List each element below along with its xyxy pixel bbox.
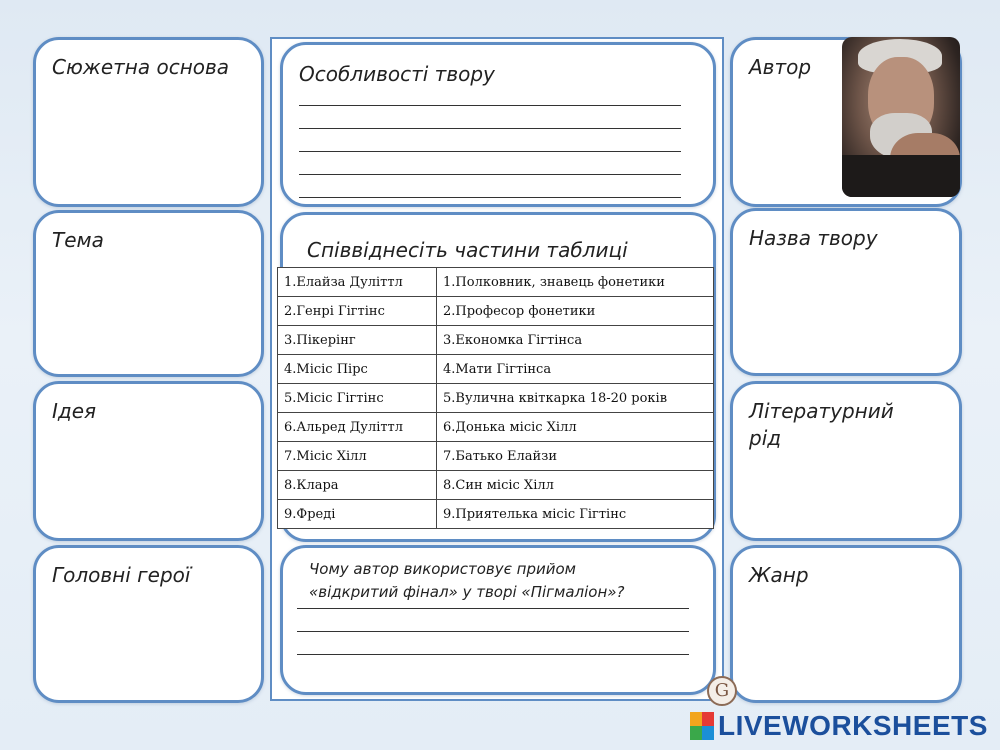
- features-box[interactable]: [280, 42, 716, 207]
- table-row: [278, 268, 714, 297]
- table-row: [278, 355, 714, 384]
- question-box[interactable]: [280, 545, 716, 695]
- main-characters-label: Головні герої: [52, 563, 191, 587]
- work-title-label: Назва твору: [749, 226, 878, 250]
- character-description-cell[interactable]: 3.Економка Гігтінса: [437, 326, 714, 355]
- author-portrait: [842, 37, 960, 197]
- character-description-cell[interactable]: 8.Син місіс Хілл: [437, 471, 714, 500]
- author-label: Автор: [749, 55, 812, 79]
- table-row: [278, 297, 714, 326]
- character-description-cell[interactable]: 6.Донька місіс Хілл: [437, 413, 714, 442]
- table-row: [278, 442, 714, 471]
- character-name-cell[interactable]: 1.Елайза Дуліттл: [278, 268, 437, 297]
- features-answer-lines[interactable]: [299, 105, 681, 220]
- theme-label: Тема: [52, 228, 104, 252]
- liveworksheets-logo: [690, 708, 988, 744]
- character-name-cell[interactable]: 7.Місіс Хілл: [278, 442, 437, 471]
- table-row: [278, 471, 714, 500]
- literary-genus-box[interactable]: [730, 381, 962, 541]
- question-line-2: «відкритий фінал» у творі «Пігмаліон»?: [309, 582, 625, 601]
- character-description-cell[interactable]: 9.Приятелька місіс Гігтінс: [437, 500, 714, 529]
- table-row: [278, 500, 714, 529]
- genre-label: Жанр: [749, 563, 809, 587]
- character-description-cell[interactable]: 1.Полковник, знавець фонетики: [437, 268, 714, 297]
- character-name-cell[interactable]: 4.Місіс Пірс: [278, 355, 437, 384]
- character-description-cell[interactable]: 7.Батько Елайзи: [437, 442, 714, 471]
- liveworksheets-brand: LIVEWORKSHEETS: [718, 710, 988, 741]
- character-name-cell[interactable]: 5.Місіс Гігтінс: [278, 384, 437, 413]
- theme-box[interactable]: [33, 210, 264, 377]
- literary-genus-label: Літературний рід: [749, 399, 894, 450]
- main-characters-box[interactable]: [33, 545, 264, 703]
- character-description-cell[interactable]: 5.Вулична квіткарка 18-20 років: [437, 384, 714, 413]
- idea-box[interactable]: [33, 381, 264, 541]
- question-text: [309, 558, 624, 603]
- idea-label: Ідея: [52, 399, 97, 423]
- character-description-cell[interactable]: 2.Професор фонетики: [437, 297, 714, 326]
- character-description-cell[interactable]: 4.Мати Гігтінса: [437, 355, 714, 384]
- work-title-box[interactable]: [730, 208, 962, 376]
- character-name-cell[interactable]: 9.Фреді: [278, 500, 437, 529]
- character-name-cell[interactable]: 3.Пікерінг: [278, 326, 437, 355]
- matching-table: [277, 267, 714, 529]
- plot-basis-label: Сюжетна основа: [52, 55, 230, 79]
- table-row: [278, 413, 714, 442]
- question-line-1: Чому автор використовує прийом: [309, 560, 576, 578]
- question-answer-lines[interactable]: [297, 608, 689, 677]
- plot-basis-box[interactable]: [33, 37, 264, 207]
- table-row: [278, 326, 714, 355]
- portrait-coat: [842, 155, 960, 197]
- table-row: [278, 384, 714, 413]
- genre-box[interactable]: [730, 545, 962, 703]
- character-name-cell[interactable]: 8.Клара: [278, 471, 437, 500]
- g-logo: G: [707, 676, 737, 706]
- matching-title: Співвіднесіть частини таблиці: [307, 238, 628, 262]
- character-name-cell[interactable]: 2.Генрі Гігтінс: [278, 297, 437, 326]
- features-title: Особливості твору: [299, 62, 495, 86]
- character-name-cell[interactable]: 6.Альред Дуліттл: [278, 413, 437, 442]
- liveworksheets-icon: [690, 712, 714, 740]
